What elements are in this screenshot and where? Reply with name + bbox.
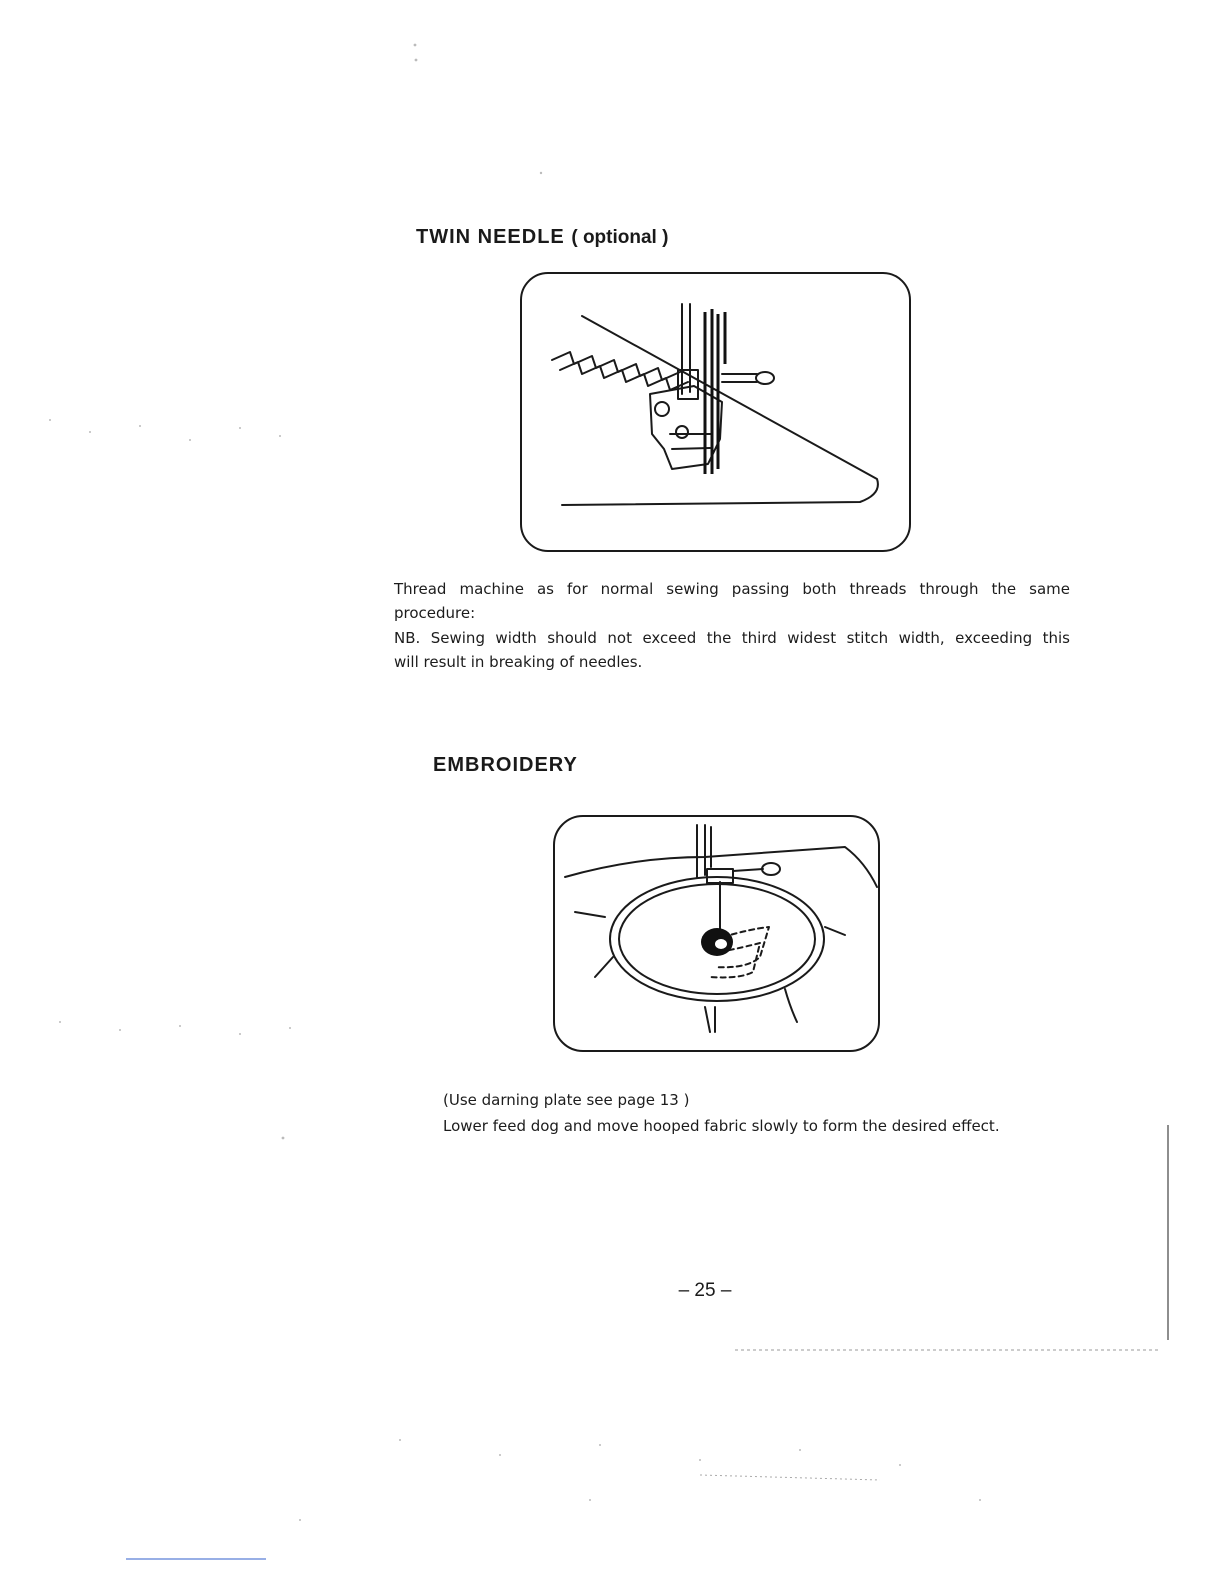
embroidery-line-2: Lower feed dog and move hooped fabric slowly to form the desired effect.	[443, 1117, 1000, 1135]
optional-note: ( optional )	[571, 227, 669, 248]
presser-foot-drawing	[522, 274, 909, 550]
twin-needle-line-3: NB. Sewing width should not exceed the third widest stitch width, exceeding this	[394, 629, 1070, 647]
section-title-twin-needle	[416, 226, 668, 249]
twin-needle-line-2: procedure:	[394, 604, 476, 622]
twin-needle-line-1: Thread machine as for normal sewing passing both threads through the same	[394, 580, 1070, 598]
twin-needle-title: TWIN NEEDLE	[416, 226, 565, 248]
page-number: – 25 –	[678, 1280, 732, 1301]
embroidery-hoop-drawing	[555, 817, 878, 1050]
twin-needle-illustration	[520, 272, 911, 552]
embroidery-line-1: (Use darning plate see page 13 )	[443, 1091, 690, 1109]
section-title-embroidery: EMBROIDERY	[433, 754, 578, 776]
twin-needle-line-4: will result in breaking of needles.	[394, 653, 643, 671]
embroidery-illustration	[553, 815, 880, 1052]
